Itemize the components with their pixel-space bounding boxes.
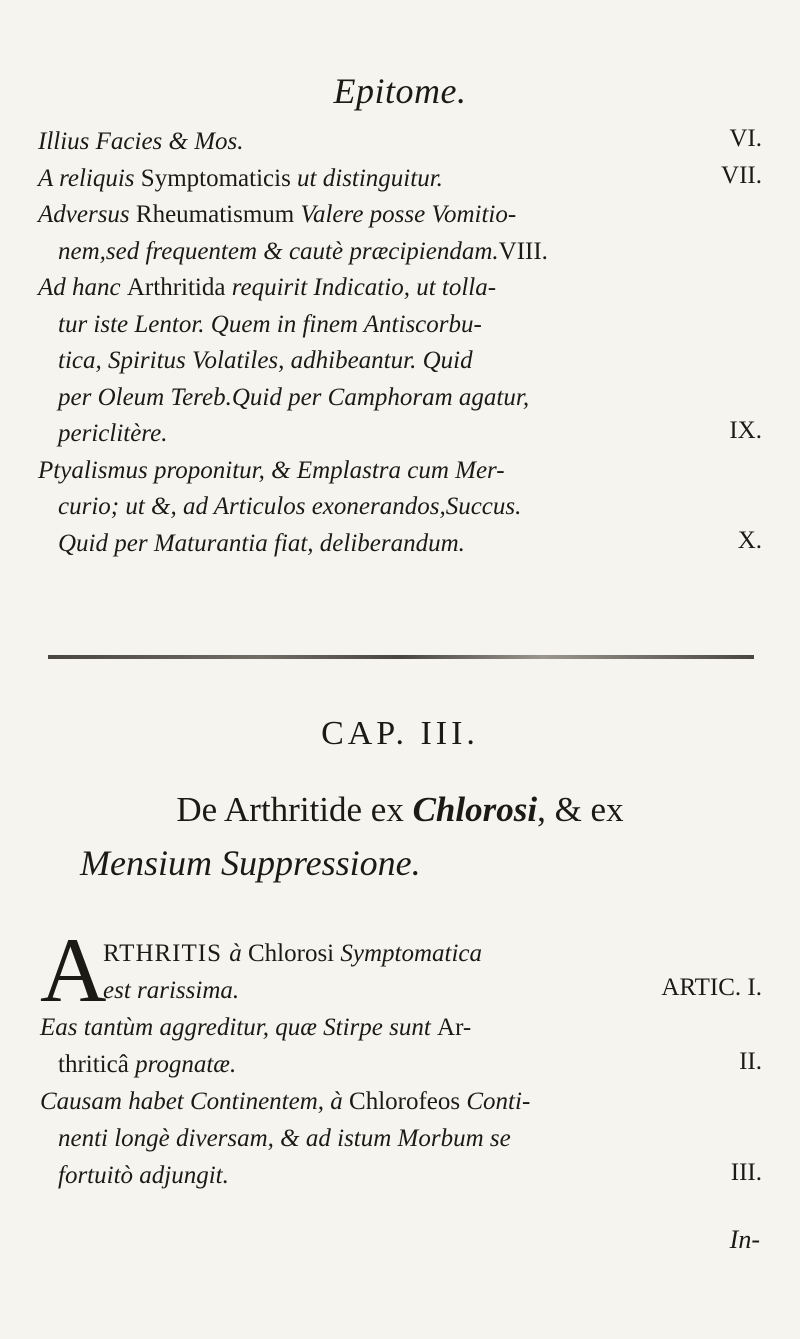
body-line xyxy=(58,1122,780,1156)
epitome-line xyxy=(58,381,780,415)
body-line xyxy=(58,1159,780,1193)
epitome-line xyxy=(58,527,780,561)
drop-cap: A xyxy=(40,919,107,1021)
body-text: Symptomatica xyxy=(340,940,483,967)
body-text: Chlorosi xyxy=(248,940,341,967)
epitome-number: VI. xyxy=(729,125,762,152)
body-line xyxy=(40,1011,762,1045)
epitome-text: Arthritida xyxy=(126,274,232,301)
epitome-line xyxy=(58,490,780,524)
body-number: ARTIC. I. xyxy=(661,974,762,1001)
body-text: nenti longè diversam, & ad istum Morbum se xyxy=(58,1125,511,1152)
epitome-line xyxy=(38,454,760,488)
title-part-a: De Arthritide ex xyxy=(176,790,413,829)
epitome-text: nem,sed frequentem & cautè præcipiendam. xyxy=(58,237,499,265)
body-text: Conti- xyxy=(466,1088,531,1115)
body-number: III. xyxy=(730,1159,762,1186)
epitome-line xyxy=(58,344,780,378)
epitome-text: VIII. xyxy=(498,237,548,265)
epitome-text: requirit Indicatio, ut tolla- xyxy=(231,274,497,301)
running-head: Epitome. xyxy=(333,71,467,111)
body-text: Ar- xyxy=(437,1014,472,1041)
epitome-line xyxy=(38,125,760,159)
epitome-text: tica, Spiritus Volatiles, adhibeantur. Quid xyxy=(58,347,473,374)
epitome-number: VII. xyxy=(721,161,762,189)
body-text: est rarissima. xyxy=(103,977,240,1004)
epitome-text: Illius Facies & Mos. xyxy=(38,128,244,155)
epitome-line xyxy=(38,162,760,196)
body-text: thriticâ xyxy=(58,1051,136,1078)
catchword: In- xyxy=(729,1225,760,1254)
body-text: fortuitò adjungit. xyxy=(58,1162,229,1189)
body-line xyxy=(58,1048,780,1082)
title-part-b: Chlorosi xyxy=(412,790,538,829)
epitome-text: curio; ut &, ad Articulos exonerandos,Succus. xyxy=(58,493,522,520)
epitome-text: Rheumatismum xyxy=(135,201,301,228)
epitome-text: Symptomaticis xyxy=(140,164,298,192)
epitome-text: Quid per Maturantia fiat, deliberandum. xyxy=(58,529,465,557)
horizontal-rule xyxy=(48,655,754,659)
body-text: Eas tantùm aggreditur, quæ Stirpe sunt xyxy=(40,1014,438,1041)
chapter-heading: CAP. III. xyxy=(321,715,479,752)
epitome-line xyxy=(58,417,780,451)
epitome-number: IX. xyxy=(729,417,762,444)
epitome-number: X. xyxy=(737,526,762,554)
chapter-title-line-2: Mensium Suppressione. xyxy=(80,843,421,883)
epitome-line xyxy=(38,198,760,232)
epitome-line xyxy=(58,235,780,269)
body-text: Causam habet Continentem, à xyxy=(40,1088,350,1115)
epitome-text: Ptyalismus proponitur, & Emplastra cum Mer- xyxy=(38,456,505,484)
body-line xyxy=(40,1085,762,1119)
epitome-text: Ad hanc xyxy=(38,274,127,301)
title-part-c: , & ex xyxy=(537,790,624,829)
chapter-title-line-1 xyxy=(0,790,800,830)
epitome-text: periclitère. xyxy=(58,420,168,447)
body-text: à xyxy=(229,940,248,967)
body-text: RTHRITIS xyxy=(103,940,230,967)
body-line xyxy=(103,937,800,971)
body-number: II. xyxy=(739,1048,762,1075)
epitome-text: A reliquis xyxy=(38,164,141,192)
epitome-text: Valere posse Vomitio- xyxy=(300,201,517,228)
epitome-text: tur iste Lentor. Quem in finem Antiscorbu- xyxy=(58,310,482,338)
epitome-line xyxy=(58,308,780,342)
body-text: prognatæ. xyxy=(135,1051,237,1078)
epitome-text: Adversus xyxy=(38,201,136,228)
epitome-text: per Oleum Tereb.Quid per Camphoram agatur, xyxy=(58,383,530,411)
body-text: Chlorofeos xyxy=(349,1088,467,1115)
epitome-line xyxy=(38,271,760,305)
epitome-text: ut distinguitur. xyxy=(297,164,443,192)
